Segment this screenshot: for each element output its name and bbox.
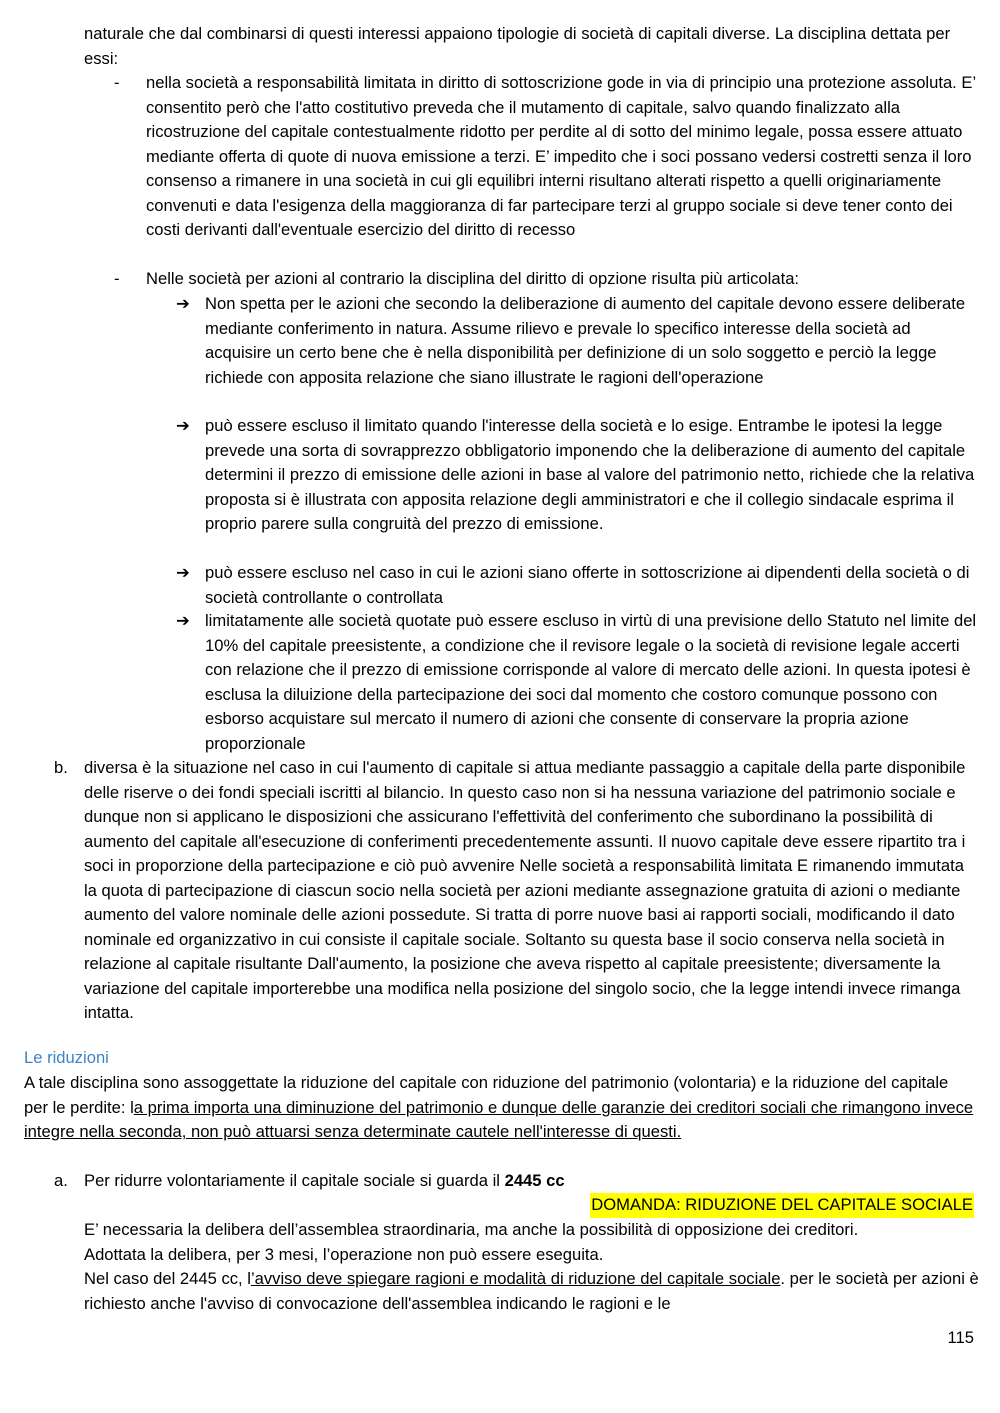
highlight-question: DOMANDA: RIDUZIONE DEL CAPITALE SOCIALE [590,1193,974,1218]
arrow-bullet: ➔ [176,416,190,435]
arrow-bullet: ➔ [176,611,190,630]
list-item: può essere escluso nel caso in cui le azioni siano offerte in sottoscrizione ai dipendenti della società o di società controllante o controllata [205,563,970,607]
item-a-paragraph [84,1267,980,1316]
page-number: 115 [947,1328,974,1347]
list-bullet: - [114,73,120,92]
paragraph-text: A tale disciplina sono assoggettate la riduzione del capitale con riduzione del patrimonio (volontaria) e la riduzione del capitale per le perdite: l [24,1073,949,1117]
underlined-text: ’avviso deve spiegare ragioni e modalità di riduzione del capitale sociale [250,1269,781,1288]
list-bullet: - [114,269,120,288]
item-a-line: Adottata la delibera, per 3 mesi, l’operazione non può essere eseguita. [84,1245,604,1264]
item-text: Per ridurre volontariamente il capitale sociale si guarda il [84,1171,505,1190]
list-item-a [84,1169,980,1194]
arrow-bullet: ➔ [176,294,190,313]
list-item: Non spetta per le azioni che secondo la deliberazione di aumento del capitale devono essere deliberate mediante conferimento in natura. Assume rilievo e prevale lo specifico interesse della società ad acquisire un certo bene che è nella disponibilità per definizione di un solo soggetto e perciò la legge richiede con apposita relazione che siano illustrate le ragioni dell'operazione [205,294,966,387]
list-item: può essere escluso il limitato quando l'interesse della società e lo esige. Entrambe le ipotesi la legge prevede una sorta di sovrapprezzo obbligatorio imponendo che la deliberazione di aumento del capitale determini il prezzo di emissione delle azioni in base al valore del patrimonio netto, richiede che la relativa proposta si è illustrata con apposita relazione degli amministratori e che il collegio sindacale esprima il proprio parere sulla congruità del prezzo di emissione. [205,416,975,533]
arrow-bullet: ➔ [176,563,190,582]
section-heading: Le riduzioni [24,1048,109,1067]
list-item-b: diversa è la situazione nel caso in cui l'aumento di capitale si attua mediante passaggio a capitale della parte disponibile delle riserve o dei fondi speciali iscritti al bilancio. In questo caso non si ha nessuna variazione del patrimonio sociale e dunque non si applicano le disposizioni che assicurano l'effettività del conferimento che subordinano la possibilità di aumento del capitale all'esecuzione di conferimenti precedentemente assunti. Il nuovo capitale deve essere ripartito tra i soci in proporzione della partecipazione e ciò può avvenire Nelle società a responsabilità limitata E rimanendo immutata la quota di partecipazione di ciascun socio nella società per azioni mediante assegnazione gratuita di azioni o mediante aumento del valore nominale delle azioni possedute. Si tratta di porre nuove basi ai rapporti sociali, modificando il dato nominale ed organizzativo in cui consiste il capitale sociale. Soltanto su questa base il socio conserva nella società in relazione al capitale risultante Dall'aumento, la posizione che aveva rispetto al capitale preesistente; diversamente la variazione del capitale importerebbe una modifica nella posizione del singolo socio, che la legge intendi invece rimanga intatta. [84,758,966,1022]
item-text: Nel caso del 2445 cc, l [84,1269,251,1288]
item-a-line: E’ necessaria la delibera dell’assemblea straordinaria, ma anche la possibilità di opposizione dei creditori. [84,1220,859,1239]
list-letter: a. [54,1171,68,1190]
article-reference: 2445 cc [504,1171,565,1190]
list-item: nella società a responsabilità limitata in diritto di sottoscrizione gode in via di principio una protezione assoluta. E’ consentito però che l'atto costitutivo preveda che il mutamento di capitale, salvo quando finalizzato alla ricostruzione del capitale contestualmente ridotto per perdite al di sotto del minimo legale, possa essere attuato mediante offerta di quote di nuova emissione a terzi. E’ impedito che i soci possano vedersi costretti senza il loro consenso a rimanere in una società in cui gli equilibri interni risultano alterati rispetto a quelli originariamente convenuti e data l'esigenza della maggioranza di far partecipare terzi al gruppo sociale si deve tener conto dei costi derivanti dall'eventuale esercizio del diritto di recesso [146,73,976,239]
list-letter: b. [54,758,68,777]
underlined-text: a prima importa una diminuzione del patrimonio e dunque delle garanzie dei creditori sociali che rimangono invece integre nella seconda, non può attuarsi senza determinate cautele nell'interesse di questi. [24,1097,974,1141]
list-item: Nelle società per azioni al contrario la disciplina del diritto di opzione risulta più articolata: [146,269,800,288]
riduzioni-paragraph [24,1071,974,1145]
intro-paragraph: naturale che dal combinarsi di questi interessi appaiono tipologie di società di capitali diverse. La disciplina dettata per essi: [84,24,951,68]
list-item: limitatamente alle società quotate può essere escluso in virtù di una previsione dello Statuto nel limite del 10% del capitale preesistente, a condizione che il revisore legale o la società di revisione legale accerti con relazione che il prezzo di emissione corrisponde al valore di mercato delle azioni. In questa ipotesi è esclusa la diluizione della partecipazione dei soci dal momento che costoro comunque possono con esborso acquistare sul mercato il numero di azioni che consente di conservare la propria azione proporzionale [205,611,977,753]
item-text: . per le società per azioni è richiesto anche l'avviso di convocazione dell'assemblea indicando le ragioni e le [84,1269,979,1313]
